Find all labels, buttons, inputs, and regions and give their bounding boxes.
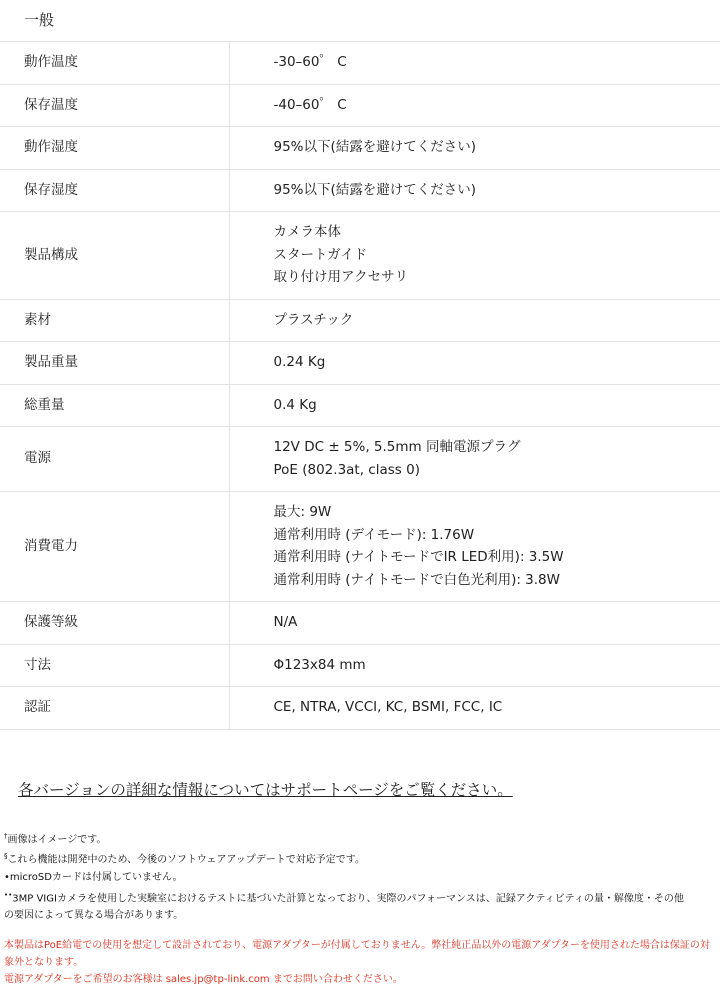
spec-label: 保存温度 — [0, 84, 229, 127]
spec-row — [0, 384, 720, 427]
spec-label: 消費電力 — [0, 492, 229, 602]
spec-label: 寸法 — [0, 644, 229, 687]
spec-value-line: 通常利用時 (デイモード): 1.76W — [273, 526, 475, 543]
spec-value-line: プラスチック — [273, 311, 354, 328]
spec-value-line: カメラ本体 — [273, 224, 341, 240]
footnote-mark: § — [4, 852, 8, 861]
footnote-mark: † — [4, 831, 8, 840]
spec-row — [0, 42, 720, 84]
footnote-text: 画像はイメージです。 — [7, 833, 107, 845]
spec-value-line: -30–60゜ C — [273, 54, 347, 70]
spec-row — [0, 299, 720, 342]
spec-row — [0, 687, 720, 730]
spec-value — [229, 384, 720, 427]
spec-row — [0, 127, 720, 170]
footnote-text: •microSDカードは付属していません。 — [4, 872, 183, 884]
footnote — [4, 828, 720, 849]
footnote — [4, 869, 720, 887]
spec-value — [229, 342, 720, 385]
spec-table-body — [0, 42, 720, 729]
power-adapter-contact: 電源アダプターをご希望のお客様は sales.jp@tp-link.com までお問い合わせください。 — [4, 973, 403, 985]
spec-table — [0, 42, 720, 730]
spec-value-line: 通常利用時 (ナイトモードでIR LED利用): 3.5W — [273, 549, 564, 565]
poe-warning — [4, 937, 716, 988]
spec-label: 総重量 — [0, 384, 229, 427]
spec-row — [0, 212, 720, 300]
spec-value-line: 取り付け用アクセサリ — [273, 269, 409, 285]
spec-value — [229, 299, 720, 342]
support-page-link[interactable]: 各バージョンの詳細な情報についてはサポートページをご覧ください。 — [18, 780, 513, 799]
spec-value — [229, 687, 720, 730]
section-title: 一般 — [0, 0, 720, 42]
spec-label: 素材 — [0, 299, 229, 342]
spec-value-line: 0.24 Kg — [273, 354, 326, 370]
spec-label: 動作湿度 — [0, 127, 229, 170]
spec-value — [229, 42, 720, 84]
spec-value-line: スタートガイド — [273, 246, 368, 263]
spec-row — [0, 492, 720, 602]
footnote — [4, 907, 720, 925]
spec-value — [229, 644, 720, 687]
spec-row — [0, 169, 720, 212]
spec-value — [229, 212, 720, 300]
footnote — [4, 848, 720, 869]
spec-value — [229, 602, 720, 645]
spec-row — [0, 602, 720, 645]
spec-value-line: 0.4 Kg — [273, 396, 317, 413]
spec-value-line: N/A — [273, 614, 298, 630]
spec-row — [0, 342, 720, 385]
spec-value-line: PoE (802.3at, class 0) — [273, 461, 420, 478]
spec-value-line: 通常利用時 (ナイトモードで白色光利用): 3.8W — [273, 571, 560, 588]
footnotes — [4, 828, 720, 925]
spec-value-line: CE, NTRA, VCCI, KC, BSMI, FCC, IC — [273, 699, 503, 715]
spec-value — [229, 169, 720, 212]
spec-label: 製品構成 — [0, 212, 229, 300]
spec-value-line: 95%以下(結露を避けてください) — [273, 139, 477, 155]
spec-value — [229, 427, 720, 492]
spec-label: 認証 — [0, 687, 229, 730]
spec-value — [229, 127, 720, 170]
spec-row — [0, 644, 720, 687]
spec-label: 製品重量 — [0, 342, 229, 385]
spec-row — [0, 84, 720, 127]
footnote-text: の要因によって異なる場合があります。 — [4, 910, 184, 922]
spec-value — [229, 84, 720, 127]
spec-value-line: -40–60゜ C — [273, 96, 347, 113]
poe-warning-text: 本製品はPoE給電での使用を想定して設計されており、電源アダプターが付属しておりません。弊社純正品以外の電源アダプターを使用された場合は保証の対象外となります。 — [4, 939, 710, 968]
spec-value-line: 95%以下(結露を避けてください) — [273, 181, 477, 198]
spec-value — [229, 492, 720, 602]
spec-label: 保護等級 — [0, 602, 229, 645]
spec-label: 保存湿度 — [0, 169, 229, 212]
spec-label: 電源 — [0, 427, 229, 492]
spec-value-line: 12V DC ± 5%, 5.5mm 同軸電源プラグ — [273, 439, 521, 455]
footnote-text: これら機能は開発中のため、今後のソフトウェアアップデートで対応予定です。 — [7, 854, 365, 866]
spec-label: 動作温度 — [0, 42, 229, 84]
footnote-mark: •• — [4, 890, 13, 899]
spec-value-line: 最大: 9W — [273, 504, 332, 520]
footnote — [4, 887, 720, 908]
footnote-text: 3MP VIGIカメラを使用した実験室におけるテストに基づいた計算となっており、実際のパフォーマンスは、記録アクティビティの量・解像度・その他 — [12, 892, 684, 904]
spec-row — [0, 427, 720, 492]
spec-value-line: Φ123x84 mm — [273, 656, 366, 673]
